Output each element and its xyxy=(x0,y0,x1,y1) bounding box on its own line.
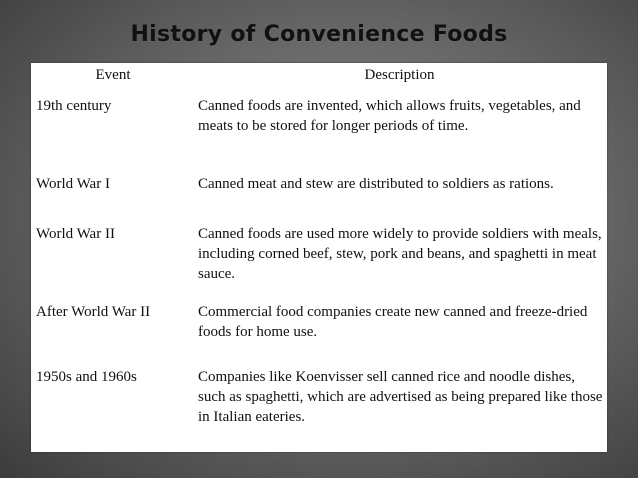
slide-title: History of Convenience Foods xyxy=(130,22,508,47)
description-cell: Companies like Koenvisser sell canned rice and noodle dishes, such as spaghetti, which are advertised as being prepared like those in Italian eateries. xyxy=(198,369,603,425)
event-cell: 1950s and 1960s xyxy=(36,369,137,385)
event-cell: After World War II xyxy=(36,304,151,320)
description-cell: Commercial food companies create new canned and freeze-dried foods for home use. xyxy=(198,304,588,340)
description-cell: Canned foods are invented, which allows fruits, vegetables, and meats to be stored for longer periods of time. xyxy=(198,98,581,134)
table-header-row xyxy=(31,67,607,87)
history-table xyxy=(31,63,607,452)
event-cell: 19th century xyxy=(36,98,112,114)
event-cell: World War II xyxy=(36,226,115,242)
column-header-event: Event xyxy=(95,67,131,83)
event-cell: World War I xyxy=(36,176,110,192)
description-cell: Canned meat and stew are distributed to soldiers as rations. xyxy=(198,176,554,192)
description-cell: Canned foods are used more widely to provide soldiers with meals, including corned beef, stew, pork and beans, and spaghetti in meat sauce. xyxy=(198,226,602,282)
column-header-description: Description xyxy=(364,67,435,83)
